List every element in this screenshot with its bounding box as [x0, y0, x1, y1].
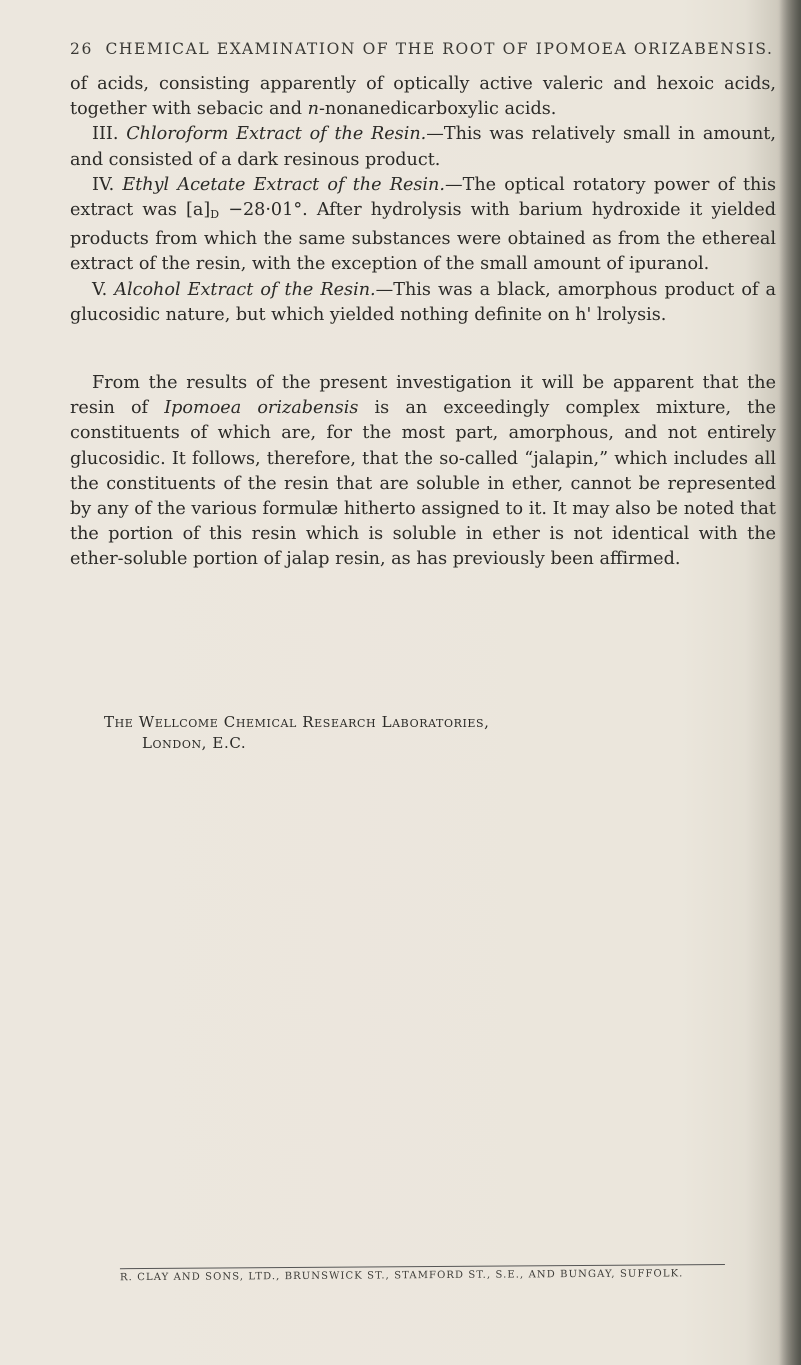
section-iii — [70, 122, 776, 172]
paragraph-continuation — [70, 72, 776, 122]
text-run: -nonanedicarboxylic acids. — [318, 99, 557, 120]
section-number: IV. — [92, 174, 123, 195]
imprint-text: R. CLAY AND SONS, LTD., BRUNSWICK ST., STAMFORD ST., S.E., AND BUNGAY, SUFFOLK. — [119, 1268, 684, 1284]
italic-n: n — [307, 99, 319, 120]
subscript: D — [210, 208, 220, 222]
text-run: From the results of the present investigation it will be apparent that the resin of — [70, 373, 776, 419]
section-v — [70, 278, 776, 328]
section-text: —This was a black, amorphous product of a glucosidic nature, but which yielded nothing definite on h' lrolysis. — [70, 279, 776, 325]
text-run: of acids, consisting apparently of optically active valeric and hexoic acids, together with sebacic and — [70, 74, 776, 120]
conclusion — [70, 371, 776, 573]
body-text — [70, 72, 776, 328]
text-run: is an exceedingly complex mixture, the constituents of which are, for the most part, amorphous, and not entirely glucosidic. It follows, therefore, that the so-called “jalapin,” which includes all the constituents of the resin that are soluble in ether, cannot be represented by any of the various formulæ hitherto assigned to it. It may also be noted that the portion of this resin which is soluble in ether is not identical with the ether-soluble portion of jalap resin, as has previously been affirmed. — [70, 398, 776, 570]
section-iv — [70, 173, 776, 278]
section-number: V. — [92, 279, 115, 300]
section-title: Alcohol Extract of the Resin. — [114, 279, 376, 300]
conclusion-paragraph — [70, 371, 776, 573]
running-header — [70, 40, 774, 58]
institution-location: London, E.C. — [142, 734, 247, 752]
signature-block — [104, 712, 704, 754]
page-number: 26 — [70, 40, 93, 58]
running-title: CHEMICAL EXAMINATION OF THE ROOT OF IPOMOEA ORIZABENSIS. — [105, 40, 774, 58]
printer-imprint — [120, 1268, 760, 1283]
section-text: —The optical rotatory power of this extract was [a] — [70, 174, 777, 221]
institution-name: The Wellcome Chemical Research Laboratories, — [104, 713, 490, 731]
section-number: III. — [92, 124, 127, 145]
section-text: −28·01°. After hydrolysis with barium hydroxide it yielded products from which the same substances were obtained as from the ethereal extract of the resin, with the exception of the small amount of ipuranol. — [70, 200, 776, 275]
section-title: Ethyl Acetate Extract of the Resin. — [122, 174, 445, 195]
section-text: —This was relatively small in amount, and consisted of a dark resinous product. — [70, 124, 776, 170]
page-edge-shadow — [779, 0, 801, 1365]
section-title: Chloroform Extract of the Resin. — [126, 124, 427, 145]
species-name: Ipomoea orizabensis — [164, 398, 359, 419]
